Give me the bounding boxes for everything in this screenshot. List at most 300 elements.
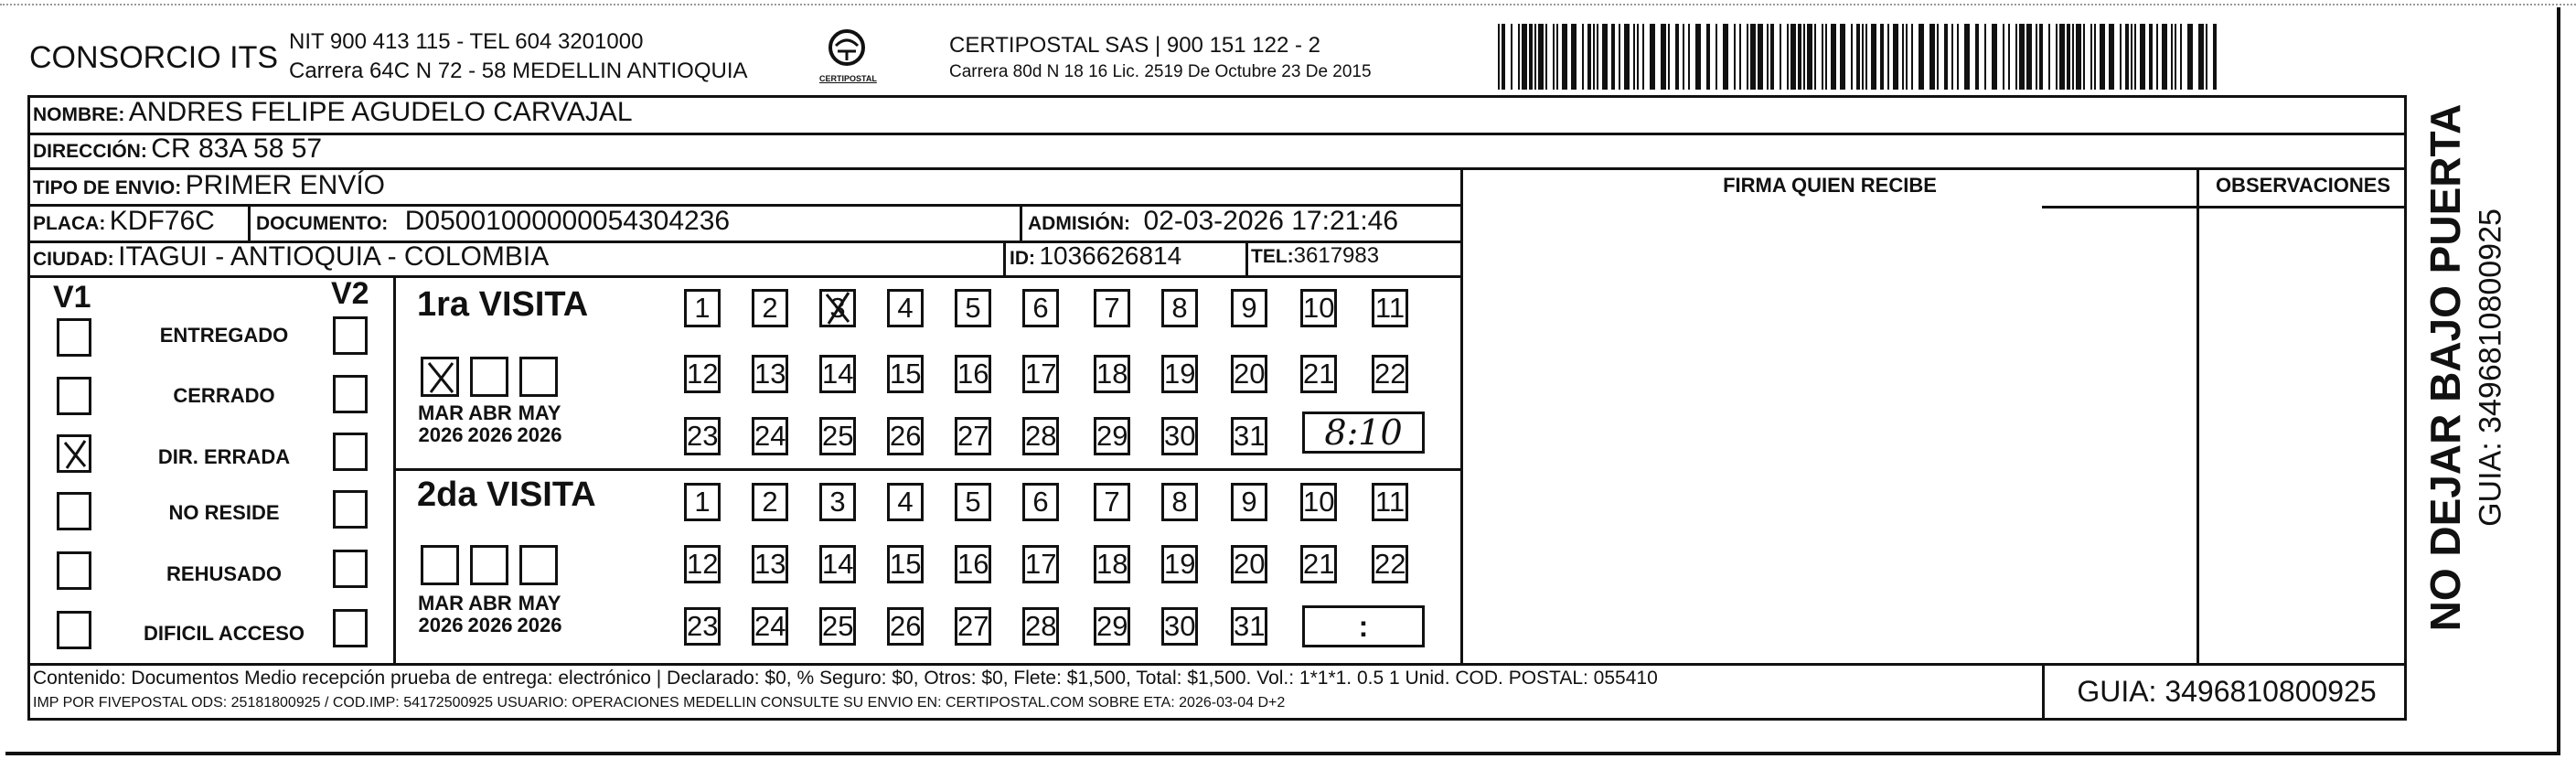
day-number: 31: [1234, 610, 1266, 642]
barcode-bar: [2059, 24, 2065, 90]
day-checkbox[interactable]: [1094, 355, 1130, 393]
barcode-bar: [1992, 24, 1997, 90]
barcode-bar: [1650, 24, 1655, 90]
day-checkbox[interactable]: [1300, 355, 1337, 393]
barcode-bar: [1571, 24, 1577, 90]
visit2-title: 2da VISITA: [417, 476, 596, 514]
admission-field: [1028, 206, 1398, 237]
day-number: 12: [687, 548, 719, 580]
day-checkbox[interactable]: [1022, 607, 1059, 646]
day-checkbox[interactable]: [887, 483, 924, 521]
footer-guide: GUIA: 3496810800925: [2077, 675, 2377, 708]
day-number: 14: [822, 548, 854, 580]
visit1-title: 1ra VISITA: [417, 285, 589, 324]
barcode-bar: [2131, 24, 2132, 90]
barcode-bar: [1865, 24, 1867, 90]
day-checkbox[interactable]: [1372, 289, 1408, 327]
day-checkbox[interactable]: [1300, 545, 1337, 583]
type-label: TIPO DE ENVIO:: [33, 177, 182, 198]
barcode-bar: [2120, 24, 2122, 90]
day-number: 7: [1104, 292, 1120, 324]
day-checkbox[interactable]: [1372, 483, 1408, 521]
day-checkbox[interactable]: [684, 355, 721, 393]
v1-checkbox[interactable]: [57, 492, 91, 530]
month-label: [465, 593, 516, 636]
courier-name-line: CERTIPOSTAL SAS | 900 151 122 - 2: [949, 33, 1320, 58]
footer-contents: Contenido: Documentos Medio recepción prueba de entrega: electrónico | Declarado: $0, % Seguro: $0, Otros: $0, Flete: $1,500, Total: $1,500. Vol.: 1*1*1. 0.5 1 Unid. COD. POSTAL: 055410: [33, 668, 1658, 689]
v1-checkbox[interactable]: [57, 377, 91, 415]
day-number: 14: [822, 358, 854, 390]
day-number: 18: [1096, 358, 1128, 390]
month-checkbox[interactable]: [519, 545, 558, 585]
barcode-bar: [2067, 24, 2070, 90]
barcode-bar: [1695, 24, 1701, 90]
day-number: 19: [1164, 548, 1196, 580]
address-label: DIRECCIÓN:: [33, 141, 147, 162]
status-option-label: DIFICIL ACCESO: [143, 622, 305, 645]
barcode-bar: [1750, 24, 1756, 90]
v2-checkbox[interactable]: [333, 490, 368, 529]
day-number: 16: [957, 548, 989, 580]
admission-label: ADMISIÓN:: [1028, 213, 1130, 234]
barcode-bar: [2094, 24, 2096, 90]
v2-checkbox[interactable]: [333, 550, 368, 588]
barcode-bar: [1511, 24, 1512, 90]
barcode-bar: [1893, 24, 1898, 90]
month-year: 2026: [517, 614, 562, 636]
check-mark-icon: [819, 289, 856, 327]
day-number: 9: [1241, 486, 1257, 518]
day-checkbox[interactable]: [819, 289, 856, 327]
day-number: 4: [897, 292, 914, 324]
barcode-bar: [1706, 24, 1710, 90]
barcode-bar: [1661, 24, 1666, 90]
day-checkbox[interactable]: [752, 355, 788, 393]
barcode-bar: [1906, 24, 1908, 90]
month-year: 2026: [418, 614, 464, 636]
day-checkbox[interactable]: [1231, 545, 1267, 583]
day-checkbox[interactable]: [1161, 607, 1198, 646]
barcode-bar: [1822, 24, 1823, 90]
barcode-bar: [1642, 24, 1644, 90]
barcode-bar: [1633, 24, 1635, 90]
barcode-bar: [1611, 24, 1615, 90]
day-checkbox[interactable]: [1094, 607, 1130, 646]
day-checkbox[interactable]: [819, 355, 856, 393]
visit2-time: :: [1358, 610, 1369, 643]
barcode-bar: [2162, 24, 2167, 90]
status-option-label: REHUSADO: [166, 562, 282, 585]
month-year: 2026: [418, 423, 464, 446]
barcode-bar: [1747, 24, 1748, 90]
day-checkbox[interactable]: [684, 417, 721, 455]
day-number: 20: [1234, 548, 1266, 580]
day-checkbox[interactable]: [887, 417, 924, 455]
barcode-bar: [2100, 24, 2105, 90]
observations-header: OBSERVACIONES: [2215, 174, 2391, 197]
barcode-bar: [2072, 24, 2074, 90]
day-number: 21: [1303, 358, 1335, 390]
month-checkbox[interactable]: [421, 545, 459, 585]
day-number: 22: [1374, 358, 1406, 390]
day-number: 21: [1303, 548, 1335, 580]
month-year: 2026: [517, 423, 562, 446]
day-number: 16: [957, 358, 989, 390]
month-name: ABR: [468, 401, 512, 424]
barcode-bar: [1683, 24, 1684, 90]
barcode-bar: [2036, 24, 2037, 90]
document-value: D05001000000054304236: [404, 206, 731, 236]
barcode-bar: [1862, 24, 1864, 90]
day-number: 25: [822, 420, 854, 452]
barcode-bar: [2083, 24, 2085, 90]
day-number: 29: [1096, 420, 1128, 452]
name-field: [33, 97, 633, 128]
barcode-bar: [1803, 24, 1805, 90]
document-field: [256, 206, 730, 237]
v1-checkbox[interactable]: [57, 611, 91, 649]
observations-area[interactable]: [2199, 208, 2406, 661]
visit1-time: 8:10: [1324, 412, 1403, 453]
barcode-bar: [1911, 24, 1913, 90]
day-number: 5: [965, 486, 981, 518]
month-checkbox[interactable]: [519, 357, 558, 397]
barcode-bar: [2198, 24, 2204, 90]
day-checkbox[interactable]: [887, 607, 924, 646]
barcode-bar: [1502, 24, 1505, 90]
barcode-bar: [1951, 24, 1953, 90]
v1-header: V1: [53, 280, 91, 315]
day-checkbox[interactable]: [955, 545, 991, 583]
day-number: 30: [1164, 420, 1196, 452]
day-checkbox[interactable]: [1231, 483, 1267, 521]
v2-checkbox[interactable]: [333, 316, 368, 355]
barcode-bar: [1856, 24, 1860, 90]
day-checkbox[interactable]: [1161, 417, 1198, 455]
day-checkbox[interactable]: [1022, 355, 1059, 393]
day-checkbox[interactable]: [819, 417, 856, 455]
day-number: 28: [1025, 420, 1057, 452]
day-number: 31: [1234, 420, 1266, 452]
barcode-bar: [1518, 24, 1520, 90]
day-checkbox[interactable]: [1231, 355, 1267, 393]
barcode-bar: [1593, 24, 1595, 90]
barcode-bar: [1984, 24, 1986, 90]
barcode-bar: [1944, 24, 1948, 90]
day-checkbox[interactable]: [1161, 355, 1198, 393]
day-checkbox[interactable]: [684, 545, 721, 583]
day-number: 15: [890, 548, 922, 580]
day-number: 27: [957, 610, 989, 642]
day-checkbox[interactable]: [1022, 289, 1059, 327]
month-name: MAY: [518, 592, 561, 615]
city-label: CIUDAD:: [33, 249, 114, 270]
barcode-bar: [2109, 24, 2114, 90]
barcode-bar: [1602, 24, 1608, 90]
plate-field: [33, 206, 215, 237]
barcode-bar: [1619, 24, 1620, 90]
day-number: 9: [1241, 292, 1257, 324]
barcode-bar: [1624, 24, 1630, 90]
day-number: 8: [1171, 292, 1188, 324]
day-checkbox[interactable]: [819, 483, 856, 521]
day-checkbox[interactable]: [1094, 545, 1130, 583]
day-number: 17: [1025, 548, 1057, 580]
barcode-bar: [1739, 24, 1741, 90]
status-option-label: CERRADO: [173, 384, 275, 407]
id-value: 1036626814: [1039, 241, 1182, 270]
barcode-bar: [1553, 24, 1555, 90]
day-number: 1: [694, 486, 711, 518]
visit1-time-box[interactable]: [1302, 412, 1425, 454]
month-checkbox[interactable]: [421, 357, 459, 397]
day-checkbox[interactable]: [752, 417, 788, 455]
month-checkbox[interactable]: [470, 357, 508, 397]
barcode-bar: [1587, 24, 1591, 90]
barcode-bar: [2125, 24, 2129, 90]
day-number: 2: [762, 486, 778, 518]
barcode-bar: [1825, 24, 1827, 90]
day-checkbox[interactable]: [1300, 483, 1337, 521]
barcode-bar: [2048, 24, 2050, 90]
day-number: 11: [1374, 486, 1406, 518]
barcode-bar: [1723, 24, 1728, 90]
barcode-bar: [1798, 24, 1801, 90]
id-label: ID:: [1010, 248, 1035, 269]
day-number: 1: [694, 292, 711, 324]
day-checkbox[interactable]: [1372, 355, 1408, 393]
barcode-bar: [1716, 24, 1717, 90]
signature-area[interactable]: [1463, 207, 2195, 661]
city-value: ITAGUI - ANTIOQUIA - COLOMBIA: [118, 241, 550, 272]
day-number: 24: [754, 420, 786, 452]
month-label: [415, 402, 466, 446]
day-number: 10: [1303, 486, 1335, 518]
month-year: 2026: [467, 423, 513, 446]
barcode-bar: [1964, 24, 1970, 90]
day-number: 4: [897, 486, 914, 518]
v1-checkbox[interactable]: [57, 551, 91, 590]
day-checkbox[interactable]: [819, 607, 856, 646]
v1-checkbox[interactable]: [57, 318, 91, 357]
day-checkbox[interactable]: [1094, 417, 1130, 455]
barcode-bar: [2134, 24, 2136, 90]
day-number: 25: [822, 610, 854, 642]
barcode-bar: [1787, 24, 1789, 90]
day-number: 23: [687, 420, 719, 452]
barcode-bar: [1770, 24, 1774, 90]
day-checkbox[interactable]: [955, 355, 991, 393]
month-label: [465, 402, 516, 446]
day-number: 24: [754, 610, 786, 642]
day-checkbox[interactable]: [1231, 289, 1267, 327]
day-number: 13: [754, 548, 786, 580]
v2-checkbox[interactable]: [333, 433, 368, 471]
day-checkbox[interactable]: [1022, 417, 1059, 455]
day-checkbox[interactable]: [887, 289, 924, 327]
day-checkbox[interactable]: [1161, 289, 1198, 327]
side-guide: GUIA: 3496810800925: [2473, 208, 2508, 527]
barcode-bar: [1688, 24, 1690, 90]
barcode-bar: [1767, 24, 1769, 90]
side-warning: NO DEJAR BAJO PUERTA: [2421, 103, 2469, 632]
day-number: 11: [1374, 292, 1406, 324]
certipostal-logo: [819, 27, 877, 86]
barcode-bar: [1556, 24, 1558, 90]
day-number: 8: [1171, 486, 1188, 518]
barcode-bar: [2175, 24, 2176, 90]
day-checkbox[interactable]: [955, 417, 991, 455]
barcode-bar: [1929, 24, 1935, 90]
day-number: 2: [762, 292, 778, 324]
barcode-bar: [1880, 24, 1884, 90]
day-checkbox[interactable]: [1161, 483, 1198, 521]
tel-label: TEL:: [1251, 246, 1294, 267]
barcode-bar: [1814, 24, 1816, 90]
day-checkbox[interactable]: [1094, 289, 1130, 327]
barcode-bar: [1790, 24, 1796, 90]
day-checkbox[interactable]: [752, 289, 788, 327]
day-number: 26: [890, 610, 922, 642]
month-checkbox[interactable]: [470, 545, 508, 585]
v2-header: V2: [331, 276, 369, 311]
day-number: 18: [1096, 548, 1128, 580]
barcode-bar: [1734, 24, 1736, 90]
day-number: 6: [1032, 486, 1049, 518]
address-value: CR 83A 58 57: [151, 134, 323, 164]
day-number: 3: [829, 486, 846, 518]
barcode-bar: [2039, 24, 2043, 90]
visit2-time-box[interactable]: [1302, 605, 1425, 647]
barcode-bar: [1831, 24, 1836, 90]
status-option-label: DIR. ERRADA: [157, 445, 291, 468]
barcode-bar: [2015, 24, 2017, 90]
day-checkbox[interactable]: [819, 545, 856, 583]
status-option-label: NO RESIDE: [168, 501, 280, 524]
day-checkbox[interactable]: [684, 607, 721, 646]
day-checkbox[interactable]: [1094, 483, 1130, 521]
barcode-bar: [2026, 24, 2032, 90]
day-checkbox[interactable]: [1372, 545, 1408, 583]
barcode-bar: [1919, 24, 1924, 90]
barcode-bar: [1957, 24, 1959, 90]
barcode-bar: [1871, 24, 1876, 90]
barcode-bar: [2076, 24, 2081, 90]
month-name: ABR: [468, 592, 512, 615]
tel-value: 3617983: [1293, 243, 1380, 268]
barcode-bar: [1534, 24, 1536, 90]
day-checkbox[interactable]: [684, 289, 721, 327]
day-checkbox[interactable]: [752, 483, 788, 521]
document-label: DOCUMENTO:: [256, 213, 389, 234]
month-label: [514, 402, 565, 446]
barcode-bar: [2206, 24, 2207, 90]
barcode-bar: [1887, 24, 1889, 90]
day-number: 27: [957, 420, 989, 452]
barcode-bar: [2003, 24, 2004, 90]
id-field: [1010, 241, 1181, 271]
courier-address-line: Carrera 80d N 18 16 Lic. 2519 De Octubre 23 De 2015: [949, 62, 1372, 81]
day-checkbox[interactable]: [1231, 417, 1267, 455]
day-checkbox[interactable]: [752, 545, 788, 583]
day-checkbox[interactable]: [1231, 607, 1267, 646]
barcode-bar: [1562, 24, 1567, 90]
day-checkbox[interactable]: [955, 607, 991, 646]
day-checkbox[interactable]: [1022, 483, 1059, 521]
barcode-bar: [2090, 24, 2092, 90]
day-number: 17: [1025, 358, 1057, 390]
barcode-bar: [2180, 24, 2182, 90]
barcode-bar: [1902, 24, 1904, 90]
day-number: 6: [1032, 292, 1049, 324]
tel-field: [1251, 243, 1379, 269]
admission-value: 02-03-2026 17:21:46: [1143, 206, 1399, 236]
v2-checkbox[interactable]: [333, 609, 368, 647]
day-checkbox[interactable]: [1300, 289, 1337, 327]
month-year: 2026: [467, 614, 513, 636]
name-label: NOMBRE:: [33, 104, 125, 125]
v2-checkbox[interactable]: [333, 375, 368, 413]
day-number: 5: [965, 292, 981, 324]
day-checkbox[interactable]: [887, 545, 924, 583]
barcode: [1498, 24, 2229, 90]
day-number: 12: [687, 358, 719, 390]
type-field: [33, 170, 385, 201]
day-checkbox[interactable]: [1161, 545, 1198, 583]
check-mark-icon: [423, 359, 458, 396]
company-name: CONSORCIO ITS: [29, 40, 279, 75]
day-checkbox[interactable]: [955, 289, 991, 327]
day-number: 10: [1303, 292, 1335, 324]
day-number: 19: [1164, 358, 1196, 390]
v1-checkbox[interactable]: [57, 434, 91, 473]
day-number: 13: [754, 358, 786, 390]
barcode-bar: [2156, 24, 2158, 90]
barcode-bar: [1807, 24, 1812, 90]
barcode-bar: [2171, 24, 2173, 90]
month-name: MAR: [417, 401, 465, 424]
barcode-bar: [1758, 24, 1763, 90]
barcode-bar: [2140, 24, 2145, 90]
signature-header: FIRMA QUIEN RECIBE: [1723, 174, 1937, 197]
plate-value: KDF76C: [109, 206, 215, 236]
day-number: 29: [1096, 610, 1128, 642]
logo-icon: [819, 27, 874, 69]
day-checkbox[interactable]: [887, 355, 924, 393]
barcode-bar: [2019, 24, 2025, 90]
barcode-bar: [1675, 24, 1679, 90]
barcode-bar: [1582, 24, 1584, 90]
day-number: 7: [1104, 486, 1120, 518]
day-checkbox[interactable]: [955, 483, 991, 521]
day-number: 28: [1025, 610, 1057, 642]
day-checkbox[interactable]: [684, 483, 721, 521]
logo-caption: CERTIPOSTAL: [819, 74, 877, 83]
barcode-bar: [1668, 24, 1670, 90]
company-address-line: Carrera 64C N 72 - 58 MEDELLIN ANTIOQUIA: [289, 59, 748, 83]
barcode-bar: [1522, 24, 1527, 90]
barcode-bar: [1780, 24, 1781, 90]
day-checkbox[interactable]: [752, 607, 788, 646]
barcode-bar: [2149, 24, 2153, 90]
check-mark-icon: [59, 437, 91, 472]
day-number: 26: [890, 420, 922, 452]
barcode-bar: [1975, 24, 1979, 90]
barcode-bar: [2056, 24, 2058, 90]
day-number: 20: [1234, 358, 1266, 390]
day-checkbox[interactable]: [1022, 545, 1059, 583]
address-field: [33, 134, 322, 165]
